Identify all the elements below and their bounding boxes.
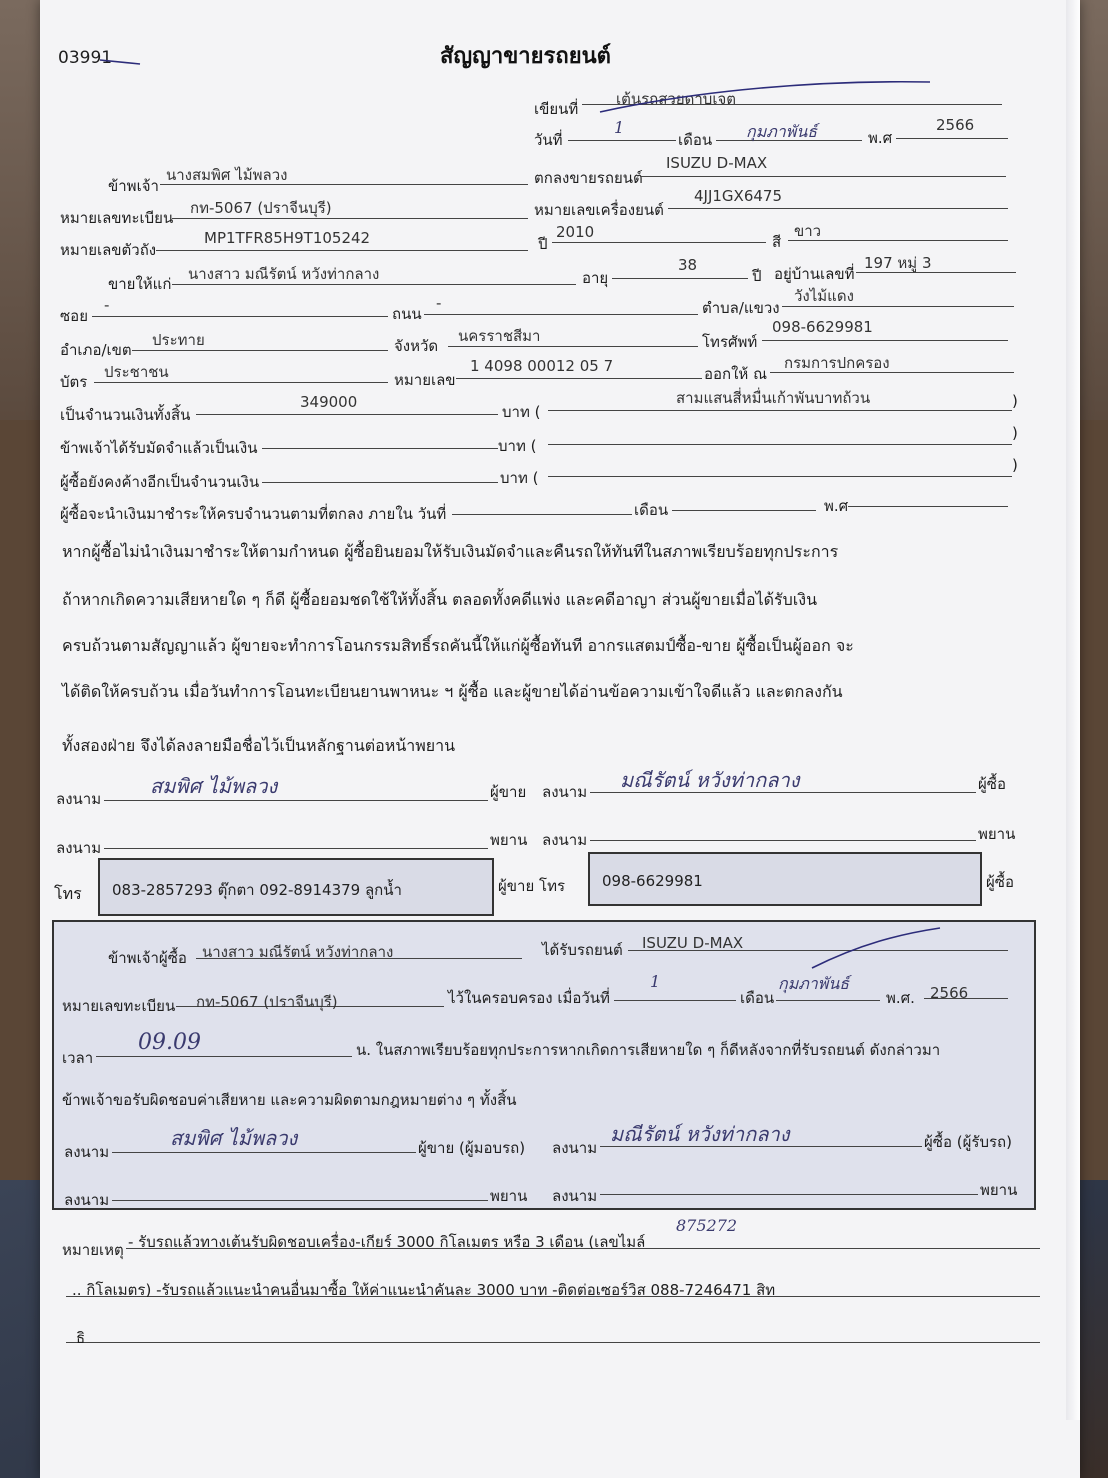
time-value: 09.09: [138, 1030, 201, 1055]
card-label: บัตร: [60, 373, 88, 391]
terms-line-2: ถ้าหากเกิดความเสียหายใด ๆ ก็ดี ผู้ซื้อยอมชดใช้ให้ทั้งสิ้น ตลอดทั้งคดีแพ่ง และคดีอาญา ส่วนผู้ขายเมื่อได้รับเงิน: [62, 590, 818, 609]
seller-sign-label: ลงนาม: [56, 790, 102, 808]
receipt-buyer-sign-label: ลงนาม: [552, 1139, 598, 1157]
buyer-sign-label: ลงนาม: [542, 783, 588, 801]
reg-value: กท-5067 (ปราจีนบุรี): [190, 199, 332, 217]
receipt-seller-signature: สมพิศ ไม้พลวง: [170, 1126, 298, 1150]
age-value: 38: [678, 256, 698, 274]
witness1-role-label: พยาน: [490, 831, 528, 849]
buyer-signature: มณีรัตน์ หวังท่ากลาง: [620, 768, 800, 792]
written-at-label: เขียนที่: [534, 100, 579, 118]
reg-label: หมายเลขทะเบียน: [60, 209, 174, 227]
years-label: ปี: [752, 267, 762, 285]
date-label: วันที่: [534, 131, 563, 149]
receipt-reg-label: หมายเลขทะเบียน: [62, 997, 176, 1015]
possess-year-label: พ.ศ.: [886, 989, 915, 1007]
terms-line-1: หากผู้ซื้อไม่นำเงินมาชำระให้ตามกำหนด ผู้ซื้อยินยอมให้รับเงินมัดจำและคืนรถให้ทันทีในสภาพเรียบร้อยทุกประการ: [62, 542, 839, 561]
district-value: ประทาย: [152, 331, 205, 349]
buyer-name-value: นางสาว มณีรัตน์ หวังท่ากลาง: [188, 265, 380, 283]
deposit-label: ข้าพเจ้าได้รับมัดจำแล้วเป็นเงิน: [60, 439, 258, 457]
issued-label: ออกให้ ณ: [704, 365, 767, 383]
liability-text: ข้าพเจ้าขอรับผิดชอบค่าเสียหาย และความผิดตามกฎหมายต่าง ๆ ทั้งสิ้น: [62, 1091, 517, 1109]
total-words-value: สามแสนสี่หมื่นเก้าพันบาทถ้วน: [676, 389, 871, 407]
chassis-label: หมายเลขตัวถัง: [60, 241, 157, 259]
seller-name-value: นางสมพิศ ไม้พลวง: [166, 166, 288, 184]
receipt-seller-role: ผู้ขาย (ผู้มอบรถ): [418, 1139, 526, 1157]
due-month-label: เดือน: [634, 501, 669, 519]
receipt-witness2-sign-label: ลงนาม: [552, 1187, 598, 1205]
mileage-value: 875272: [676, 1216, 738, 1235]
deposit-baht-label: บาท (: [498, 437, 537, 455]
house-value: 197 หมู่ 3: [864, 254, 932, 272]
possess-date-label: ไว้ในครอบครอง เมื่อวันที่: [448, 989, 610, 1007]
balance-baht-label: บาท (: [500, 469, 539, 487]
remarks-label: หมายเหตุ: [62, 1241, 124, 1259]
soi-value: -: [104, 296, 110, 314]
time-condition-text: น. ในสภาพเรียบร้อยทุกประการหากเกิดการเสียหายใด ๆ ก็ดีหลังจากที่รับรถยนต์ ดังกล่าวมา: [356, 1041, 941, 1059]
year-label: พ.ศ: [868, 129, 893, 147]
card-value: ประชาชน: [104, 363, 169, 381]
house-label: อยู่บ้านเลขที่: [774, 265, 855, 283]
receipt-buyer-value: นางสาว มณีรัตน์ หวังท่ากลาง: [202, 943, 394, 961]
receipt-seller-sign-label: ลงนาม: [64, 1143, 110, 1161]
receipt-witness1-sign-label: ลงนาม: [64, 1191, 110, 1209]
document-number: 03991: [58, 48, 113, 68]
chassis-value: MP1TFR85H9T105242: [204, 229, 371, 247]
color-value: ขาว: [794, 222, 822, 240]
header-flourish: [600, 82, 930, 112]
subdistrict-label: ตำบล/แขวง: [702, 299, 780, 317]
balance-label: ผู้ซื้อยังคงค้างอีกเป็นจำนวนเงิน: [60, 473, 260, 491]
time-label: เวลา: [62, 1049, 94, 1067]
received-car-label: ได้รับรถยนต์: [542, 941, 623, 959]
total-value: 349000: [300, 393, 358, 411]
due-date-label: ผู้ซื้อจะนำเงินมาชำระให้ครบจำนวนตามที่ตกลง ภายใน วันที่: [60, 505, 447, 523]
witness2-role-label: พยาน: [978, 825, 1016, 843]
receipt-flourish: [812, 928, 940, 968]
receipt-witness1-role: พยาน: [490, 1187, 528, 1205]
buyer-phone-value: 098-6629981: [602, 872, 703, 890]
terms-line-4: ได้ติดให้ครบถ้วน เมื่อวันทำการโอนทะเบียนยานพาหนะ ฯ ผู้ซื้อ และผู้ขายได้อ่านข้อความเข้าใจดีแล้ว และตกลงกัน: [62, 682, 843, 701]
possess-month-label: เดือน: [740, 989, 775, 1007]
date-day-value: 1: [614, 118, 625, 137]
model-year-label: ปี: [538, 235, 548, 253]
model-year-value: 2010: [556, 223, 595, 241]
possess-year-value: 2566: [930, 984, 969, 1002]
month-label: เดือน: [678, 131, 713, 149]
subdistrict-value: วังไม้แดง: [794, 287, 854, 305]
remarks-text-1: - รับรถแล้วทางเต้นรับผิดชอบเครื่อง-เกียร์ 3000 กิโลเมตร หรือ 3 เดือน (เลขไมล์: [128, 1233, 646, 1251]
phone-label: โทรศัพท์: [702, 333, 758, 351]
total-baht-label: บาท (: [502, 403, 541, 421]
balance-close: ): [1012, 456, 1018, 474]
buyer-role-label: ผู้ซื้อ: [978, 775, 1006, 793]
terms-line-5: ทั้งสองฝ่าย จึงได้ลงลายมือชื่อไว้เป็นหลักฐานต่อหน้าพยาน: [62, 736, 456, 755]
receipt-buyer-label: ข้าพเจ้าผู้ซื้อ: [108, 949, 187, 967]
doc-number-mark: [100, 60, 140, 64]
id-value: 1 4098 00012 05 7: [470, 357, 614, 375]
remarks-text-2: .. กิโลเมตร) -รับรถแล้วแนะนำคนอื่นมาซื้อ ให้ค่าแนะนำคันละ 3000 บาท -ติดต่อเซอร์วิส 088-7246471 สิท: [72, 1281, 776, 1299]
road-label: ถนน: [392, 305, 422, 323]
sell-to-label: ขายให้แก่: [108, 275, 172, 293]
car-value: ISUZU D-MAX: [666, 154, 768, 172]
receipt-witness2-role: พยาน: [980, 1181, 1018, 1199]
deposit-close: ): [1012, 424, 1018, 442]
receipt-reg-value: กท-5067 (ปราจีนบุรี): [196, 993, 338, 1011]
phones-label: โทร: [54, 884, 82, 903]
month-value: กุมภาพันธ์: [746, 122, 818, 141]
color-label: สี: [772, 233, 782, 251]
engine-label: หมายเลขเครื่องยนต์: [534, 201, 664, 219]
seller-signature: สมพิศ ไม้พลวง: [150, 774, 278, 798]
seller-label: ข้าพเจ้า: [108, 177, 159, 195]
terms-line-3: ครบถ้วนตามสัญญาแล้ว ผู้ขายจะทำการโอนกรรมสิทธิ์รถคันนี้ให้แก่ผู้ซื้อทันที อากรแสตมป์ซื้อ-ขาย ผู้ซื้อเป็นผู้ออก จะ: [62, 636, 854, 655]
road-value: -: [436, 294, 442, 312]
agree-label: ตกลงขายรถยนต์: [534, 169, 643, 187]
province-label: จังหวัด: [394, 337, 439, 355]
possess-day-value: 1: [650, 972, 661, 991]
id-label: หมายเลข: [394, 371, 456, 389]
age-label: อายุ: [582, 269, 609, 287]
receipt-buyer-role: ผู้ซื้อ (ผู้รับรถ): [924, 1133, 1012, 1151]
witness2-sign-label: ลงนาม: [542, 831, 588, 849]
due-year-label: พ.ศ: [824, 497, 849, 515]
document-title: สัญญาขายรถยนต์: [440, 44, 611, 69]
seller-phone-role: ผู้ขาย โทร: [498, 877, 566, 895]
soi-label: ซอย: [60, 307, 88, 325]
engine-value: 4JJ1GX6475: [694, 187, 783, 205]
total-label: เป็นจำนวนเงินทั้งสิ้น: [60, 406, 191, 424]
possess-month-value: กุมภาพันธ์: [778, 974, 850, 993]
witness1-sign-label: ลงนาม: [56, 839, 102, 857]
year-value: 2566: [936, 116, 975, 134]
written-at-value: เต้นรถสวยดาบเจต: [616, 90, 736, 108]
receipt-buyer-signature: มณีรัตน์ หวังท่ากลาง: [610, 1122, 790, 1146]
received-car-value: ISUZU D-MAX: [642, 934, 744, 952]
buyer-phone-role: ผู้ซื้อ: [986, 873, 1014, 891]
seller-role-label: ผู้ขาย: [490, 783, 527, 801]
province-value: นครราชสีมา: [458, 327, 541, 345]
seller-phone-value: 083-2857293 ตุ๊กตา 092-8914379 ลูกน้ำ: [112, 881, 402, 899]
remarks-text-3: ธิ: [76, 1329, 86, 1347]
phone-value: 098-6629981: [772, 318, 873, 336]
total-close: ): [1012, 392, 1018, 410]
district-label: อำเภอ/เขต: [60, 341, 132, 359]
issued-value: กรมการปกครอง: [784, 354, 890, 372]
